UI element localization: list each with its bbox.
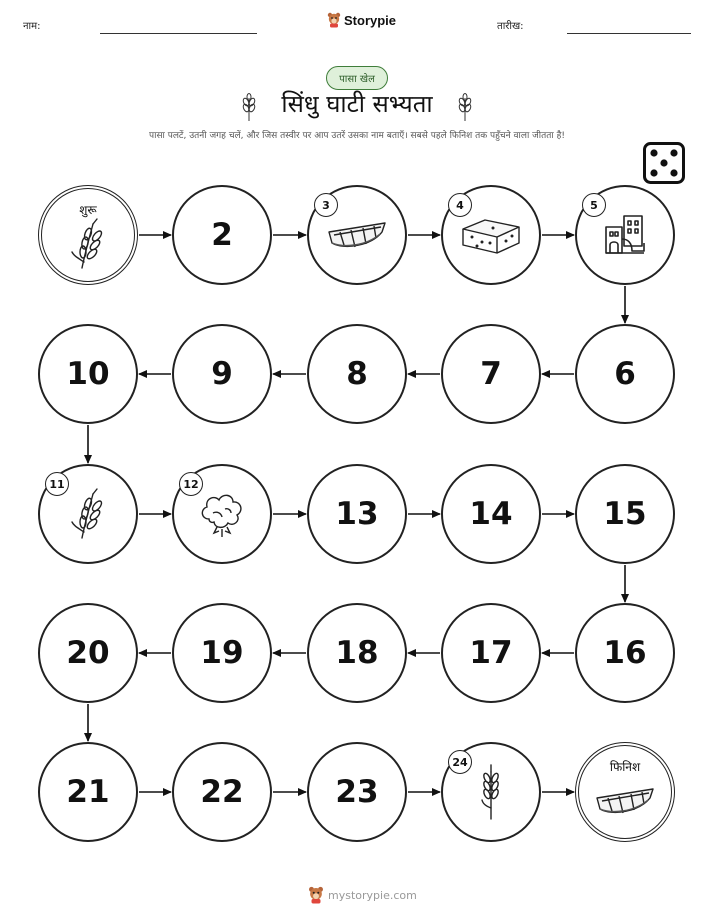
date-label: तारीख:: [497, 21, 524, 32]
space-number: 19: [200, 635, 244, 671]
finish-space: [575, 742, 675, 842]
space-number-badge: 11: [45, 472, 69, 496]
boat-icon: [594, 784, 656, 818]
board-space-18: [307, 603, 407, 703]
instructions: पासा पलटें, उतनी जगह चलें, और जिस तस्वीर पर आप उतरें उसका नाम बताएँ। सबसे पहले फिनिश तक पहुँचने वाला जीतता है!: [149, 131, 565, 141]
board-space-6: [575, 324, 675, 424]
space-number: 10: [66, 356, 110, 392]
space-number-badge: 24: [448, 750, 472, 774]
game-type-tag: पासा खेल: [326, 66, 388, 90]
board-space-4: [441, 185, 541, 285]
cotton-icon: [195, 489, 249, 539]
wheat-icon: [66, 488, 110, 540]
space-number-badge: 3: [314, 193, 338, 217]
space-number-badge: 12: [179, 472, 203, 496]
bear-mascot-icon: [308, 886, 324, 904]
board-space-14: [441, 464, 541, 564]
space-number: 13: [335, 496, 379, 532]
page-title: सिंधु घाटी सभ्यता: [281, 90, 433, 118]
board-space-10: [38, 324, 138, 424]
board-space-17: [441, 603, 541, 703]
board-space-21: [38, 742, 138, 842]
space-number: 14: [469, 496, 513, 532]
board-space-16: [575, 603, 675, 703]
board-space-3: [307, 185, 407, 285]
space-number: 21: [66, 774, 110, 810]
board-space-8: [307, 324, 407, 424]
board-space-15: [575, 464, 675, 564]
board-space-24: [441, 742, 541, 842]
board-space-11: [38, 464, 138, 564]
board-space-9: [172, 324, 272, 424]
space-number: 15: [603, 496, 647, 532]
start-space: [38, 185, 138, 285]
space-number: 9: [211, 356, 233, 392]
space-number: 20: [66, 635, 110, 671]
space-number: 7: [480, 356, 502, 392]
city-ruins-icon: [602, 213, 648, 257]
space-number: 2: [211, 217, 233, 253]
space-number: 17: [469, 635, 513, 671]
board-space-19: [172, 603, 272, 703]
space-number-badge: 4: [448, 193, 472, 217]
brand-name: Storypie: [344, 12, 397, 28]
footer-url[interactable]: mystorypie.com: [328, 888, 417, 902]
space-number-badge: 5: [582, 193, 606, 217]
space-number: 18: [335, 635, 379, 671]
finish-label: फिनिश: [609, 760, 641, 774]
boat-icon: [326, 218, 388, 252]
wheat-icon: [66, 218, 110, 270]
space-number: 16: [603, 635, 647, 671]
board-space-13: [307, 464, 407, 564]
board-space-12: [172, 464, 272, 564]
board-space-5: [575, 185, 675, 285]
space-number: 8: [346, 356, 368, 392]
board-space-22: [172, 742, 272, 842]
board-space-7: [441, 324, 541, 424]
board-space-2: [172, 185, 272, 285]
name-label: नाम:: [23, 21, 41, 32]
barley-icon: [474, 764, 508, 820]
space-number: 22: [200, 774, 244, 810]
start-label: शुरू: [79, 203, 97, 217]
footer: [308, 886, 417, 904]
board-space-23: [307, 742, 407, 842]
space-number: 6: [614, 356, 636, 392]
board-space-20: [38, 603, 138, 703]
brick-icon: [460, 213, 522, 257]
space-number: 23: [335, 774, 379, 810]
